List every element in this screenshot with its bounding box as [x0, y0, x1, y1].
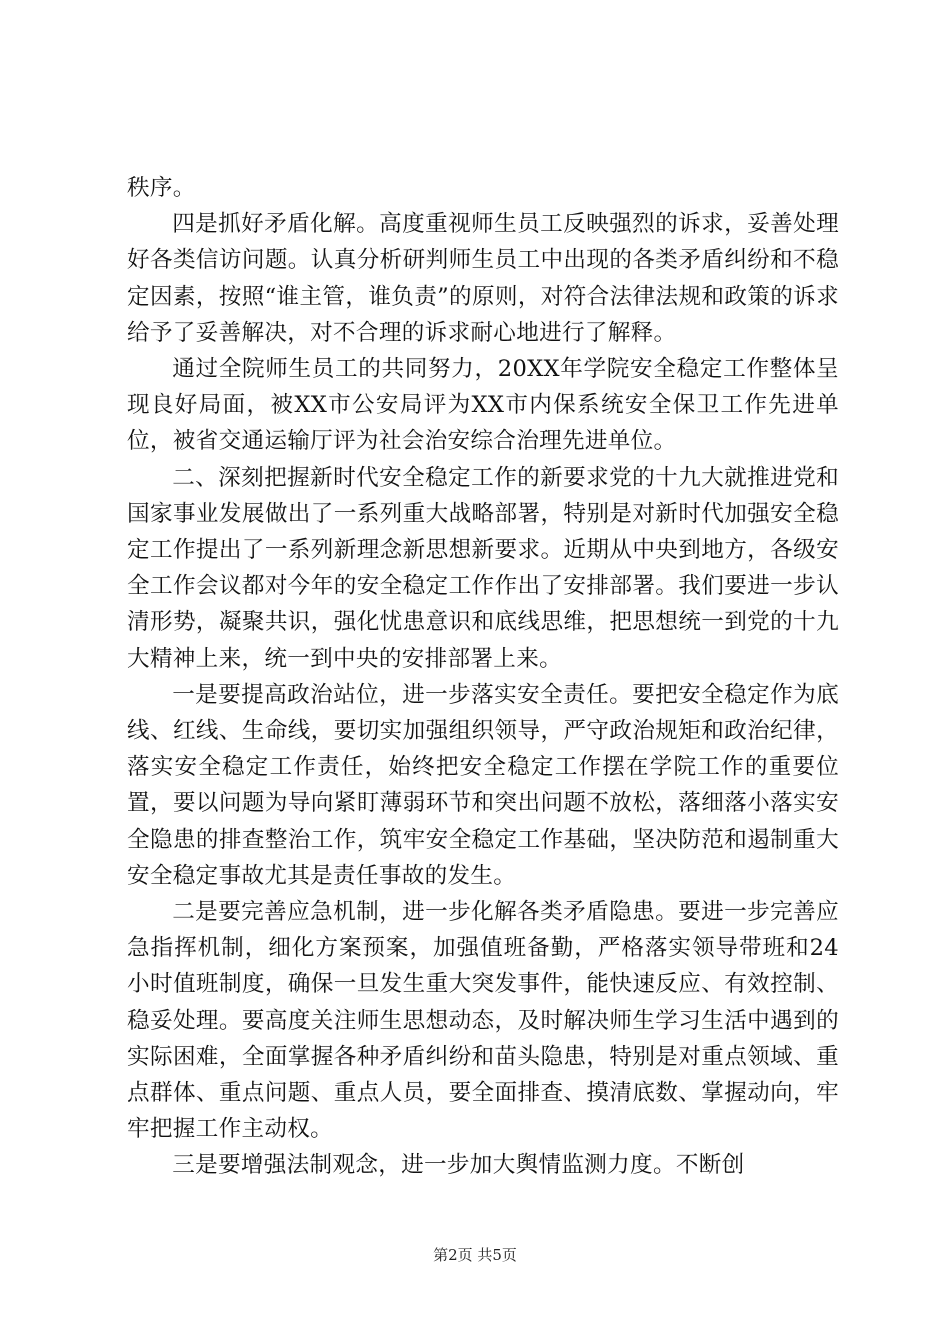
paragraph-4: 二、深刻把握新时代安全稳定工作的新要求党的十九大就推进党和国家事业发展做出了一系列重大战略部署，特别是对新时代加强安全稳定工作提出了一系列新理念新思想新要求。近期从中央到地方，各级安全工作会议都对今年的安全稳定工作作出了安排部署。我们要进一步认清形势，凝聚共识，强化忧患意识和底线思维，把思想统一到党的十九大精神上来，统一到中央的安排部署上来。 [127, 464, 839, 672]
paragraph-2: 四是抓好矛盾化解。高度重视师生员工反映强烈的诉求，妥善处理好各类信访问题。认真分析研判师生员工中出现的各类矛盾纠纷和不稳定因素，按照“谁主管，谁负责”的原则，对符合法律法规和政策的诉求给予了妥善解决，对不合理的诉求耐心地进行了解释。 [127, 211, 839, 346]
paragraph-7: 三是要增强法制观念，进一步加大舆情监测力度。不断创 [172, 1152, 745, 1179]
paragraph-6: 二是要完善应急机制，进一步化解各类矛盾隐患。要进一步完善应急指挥机制，细化方案预案，加强值班备勤，严格落实领导带班和24小时值班制度，确保一旦发生重大突发事件，能快速反应、有效控制、稳妥处理。要高度关注师生思想动态，及时解决师生学习生活中遇到的实际困难，全面掌握各种矛盾纠纷和苗头隐患，特别是对重点领域、重点群体、重点问题、重点人员，要全面排查、摸清底数、掌握动向，牢牢把握工作主动权。 [127, 899, 839, 1143]
page-footer: 第2页 共5页 [433, 1246, 517, 1264]
document-body [127, 170, 839, 1184]
paragraph-5: 一是要提高政治站位，进一步落实安全责任。要把安全稳定作为底线、红线、生命线，要切实加强组织领导，严守政治规矩和政治纪律，落实安全稳定工作责任，始终把安全稳定工作摆在学院工作的重要位置，要以问题为导向紧盯薄弱环节和突出问题不放松，落细落小落实安全隐患的排查整治工作，筑牢安全稳定工作基础，坚决防范和遏制重大安全稳定事故尤其是责任事故的发生。 [127, 681, 839, 889]
paragraph-3: 通过全院师生员工的共同努力，20XX年学院安全稳定工作整体呈现良好局面，被XX市公安局评为XX市内保系统安全保卫工作先进单位，被省交通运输厅评为社会治安综合治理先进单位。 [127, 356, 839, 455]
paragraph-1: 秩序。 [127, 175, 196, 201]
